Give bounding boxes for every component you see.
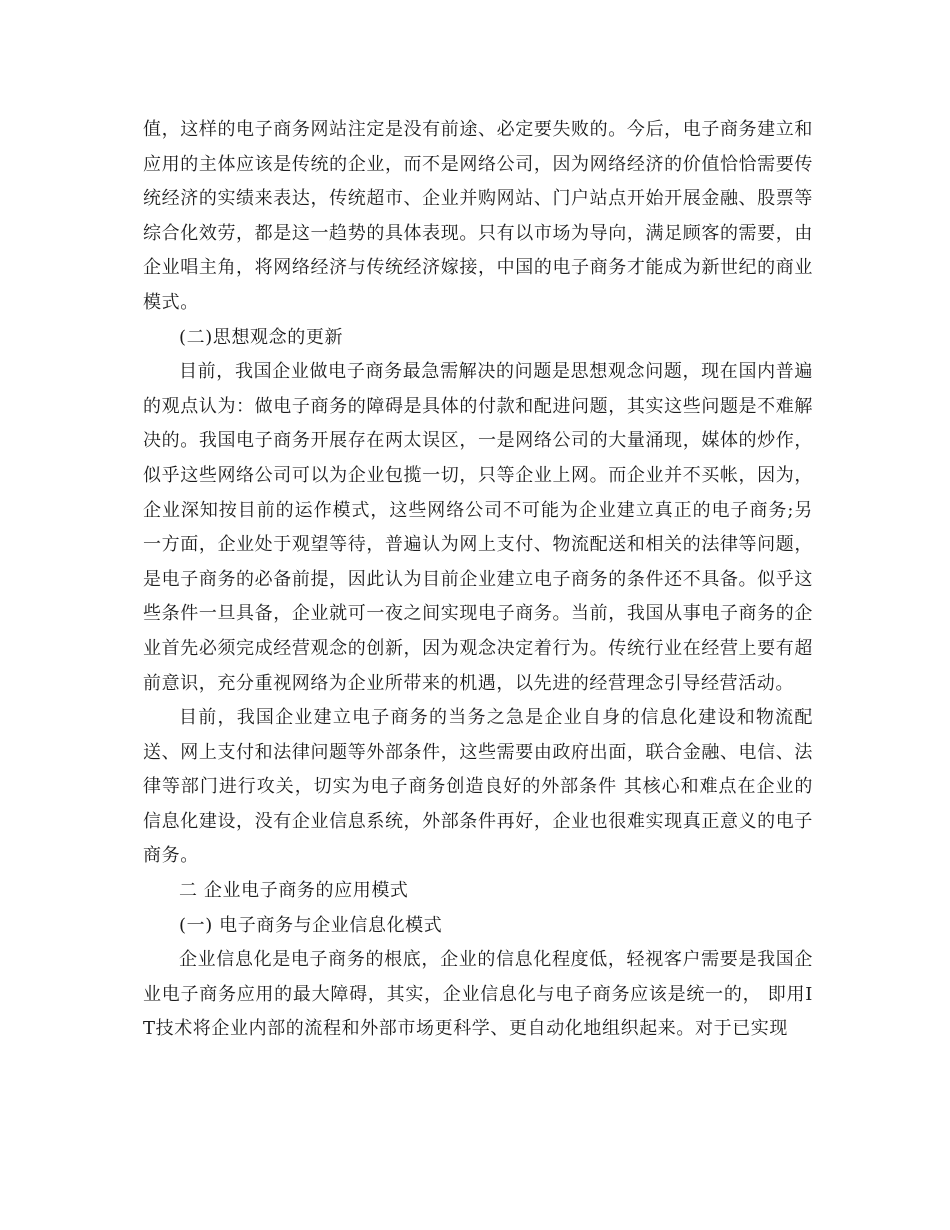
paragraph-continuation: 值，这样的电子商务网站注定是没有前途、必定要失败的。今后，电子商务建立和应用的主体应该是传统的企业，而不是网络公司，因为网络经济的价值恰恰需要传统经济的实绩来表达，传统超市、企业并购网站、门户站点开始开展金融、股票等综合化效劳，都是这一趋势的具体表现。只有以市场为导向，满足顾客的需要，由企业唱主角，将网络经济与传统经济嫁接，中国的电子商务才能成为新世纪的商业模式。 — [143, 119, 813, 313]
section-heading-application-mode: 二 企业电子商务的应用模式 — [179, 880, 409, 902]
page-content — [143, 113, 813, 1047]
paragraph-informatization: 企业信息化是电子商务的根底，企业的信息化程度低，轻视客户需要是我国企业电子商务应用的最大障碍，其实，企业信息化与电子商务应该是统一的， 即用IT技术将企业内部的流程和外部市场更科学、更自动化地组织起来。对于已实现 — [143, 949, 813, 1040]
paragraph-thought-concept: 目前，我国企业做电子商务最急需解决的问题是思想观念问题，现在国内普遍的观点认为：做电子商务的障碍是具体的付款和配进问题，其实这些问题是不难解决的。我国电子商务开展存在两太误区，一是网络公司的大量涌现，媒体的炒作，似乎这些网络公司可以为企业包揽一切，只等企业上网。而企业并不买帐，因为，企业深知按目前的运作模式，这些网络公司不可能为企业建立真正的电子商务;另一方面，企业处于观望等待，普遍认为网上支付、物流配送和相关的法律等问题，是电子商务的必备前提，因此认为目前企业建立电子商务的条件还不具备。似乎这些条件一旦具备，企业就可一夜之间实现电子商务。当前，我国从事电子商务的企业首先必须完成经营观念的创新，因为观念决定着行为。传统行业在经营上要有超前意识，充分重视网络为企业所带来的机遇，以先进的经营理念引导经营活动。 — [143, 361, 813, 694]
section-heading-thought-renewal: (二)思想观念的更新 — [179, 326, 344, 348]
paragraph-urgent-task: 目前，我国企业建立电子商务的当务之急是企业自身的信息化建设和物流配送、网上支付和法律问题等外部条件，这些需要由政府出面，联合金融、电信、法律等部门进行攻关，切实为电子商务创造良好的外部条件 其核心和难点在企业的信息化建设，没有企业信息系统，外部条件再好，企业也很难实现真正意义的电子商务。 — [143, 707, 813, 867]
subsection-heading-informatization: (一) 电子商务与企业信息化模式 — [179, 914, 443, 936]
